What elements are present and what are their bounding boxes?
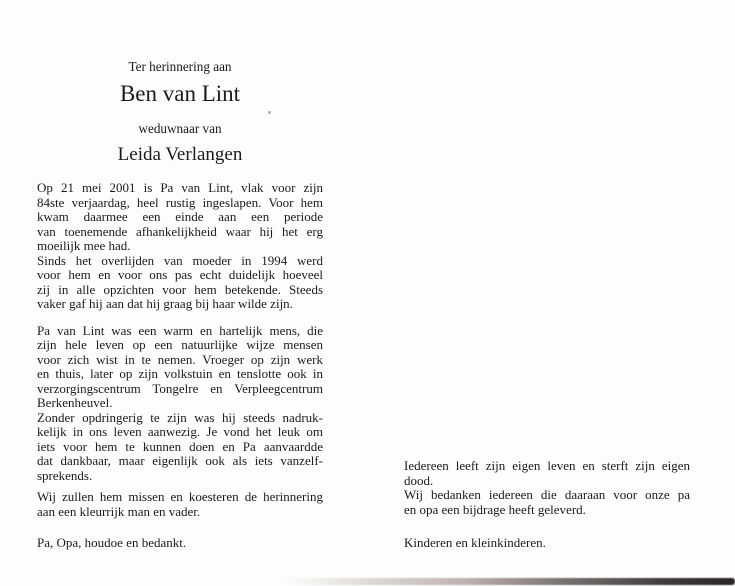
right-text-column	[404, 459, 690, 551]
text-line: 84ste verjaardag, heel rustig ingeslapen. Voor hem	[37, 194, 323, 210]
paragraph-signature	[404, 536, 690, 551]
text-line: kwam daarmee een einde aan een periode	[37, 209, 323, 224]
text-line: Kinderen en kleinkinderen.	[404, 535, 546, 550]
text-line: vaker gaf hij aan dat hij graag bij haar wilde zijn.	[37, 296, 293, 311]
spouse-name: Leida Verlangen	[117, 144, 243, 165]
paragraph-passing	[37, 181, 323, 254]
text-line: Wij bedanken iedereen die daaraan voor onze pa	[404, 487, 690, 502]
text-line: verzorgingscentrum Tongelre en Verpleegcentrum	[37, 380, 323, 396]
left-text-column	[37, 181, 323, 551]
text-line: Wij zullen hem missen en koesteren de herinnering	[37, 489, 323, 504]
text-line: en thuis, later op zijn volkstuin en tenslotte ook in	[37, 366, 323, 381]
text-line: dat dankbaar, maar eigenlijk ook als iets vanzelf-	[37, 453, 323, 468]
text-line: sprekends.	[37, 467, 93, 483]
text-line: zijn hele leven op een natuurlijke wijze mensen	[37, 337, 323, 352]
deceased-name: Ben van Lint	[119, 81, 241, 106]
text-line: voor hem en voor ons pas echt duidelijk hoeveel	[37, 267, 323, 282]
paragraph-epigraph	[404, 459, 690, 488]
text-line: moeilijk mee had.	[37, 238, 131, 253]
text-line: Zonder opdringerig te zijn was hij steeds nadruk-	[37, 409, 323, 425]
text-line: voor zich wist in te nemen. Vroeger op zijn werk	[37, 351, 323, 367]
text-line: dood.	[404, 472, 434, 488]
scan-speck	[268, 111, 271, 114]
text-line: Iedereen leeft zijn eigen leven en sterft zijn eigen	[404, 458, 690, 473]
text-line: zij in alle opzichten voor hem betekende. Steeds	[37, 281, 323, 297]
dedication-line: Ter herinnering aan	[128, 59, 232, 74]
paragraph-farewell	[37, 536, 323, 551]
text-line: Berkenheuvel.	[37, 395, 113, 410]
paragraph-thanks	[404, 488, 690, 517]
text-line: Pa, Opa, houdoe en bedankt.	[37, 535, 187, 550]
text-line: van toenemende afhankelijkheid waar hij het erg	[37, 223, 323, 239]
text-line: Pa van Lint was een warm en hartelijk mens, die	[37, 322, 323, 338]
text-line: Sinds het overlijden van moeder in 1994 werd	[37, 252, 323, 268]
paragraph-presence	[37, 411, 323, 484]
paragraph-mother	[37, 254, 323, 312]
text-line: aan een kleurrijk man en vader.	[37, 503, 201, 519]
text-line: kelijk in ons leven aanwezig. Je vond het leuk om	[37, 424, 323, 439]
text-line: Op 21 mei 2001 is Pa van Lint, vlak voor zijn	[37, 180, 323, 195]
paragraph-character	[37, 324, 323, 411]
text-line: en opa een bijdrage heeft geleverd.	[404, 501, 586, 517]
scan-shadow-bottom	[285, 578, 735, 585]
text-line: iets voor hem te kunnen doen en Pa aanvaardde	[37, 438, 323, 454]
paragraph-remembrance	[37, 490, 323, 519]
relation-line: weduwnaar van	[138, 121, 222, 136]
